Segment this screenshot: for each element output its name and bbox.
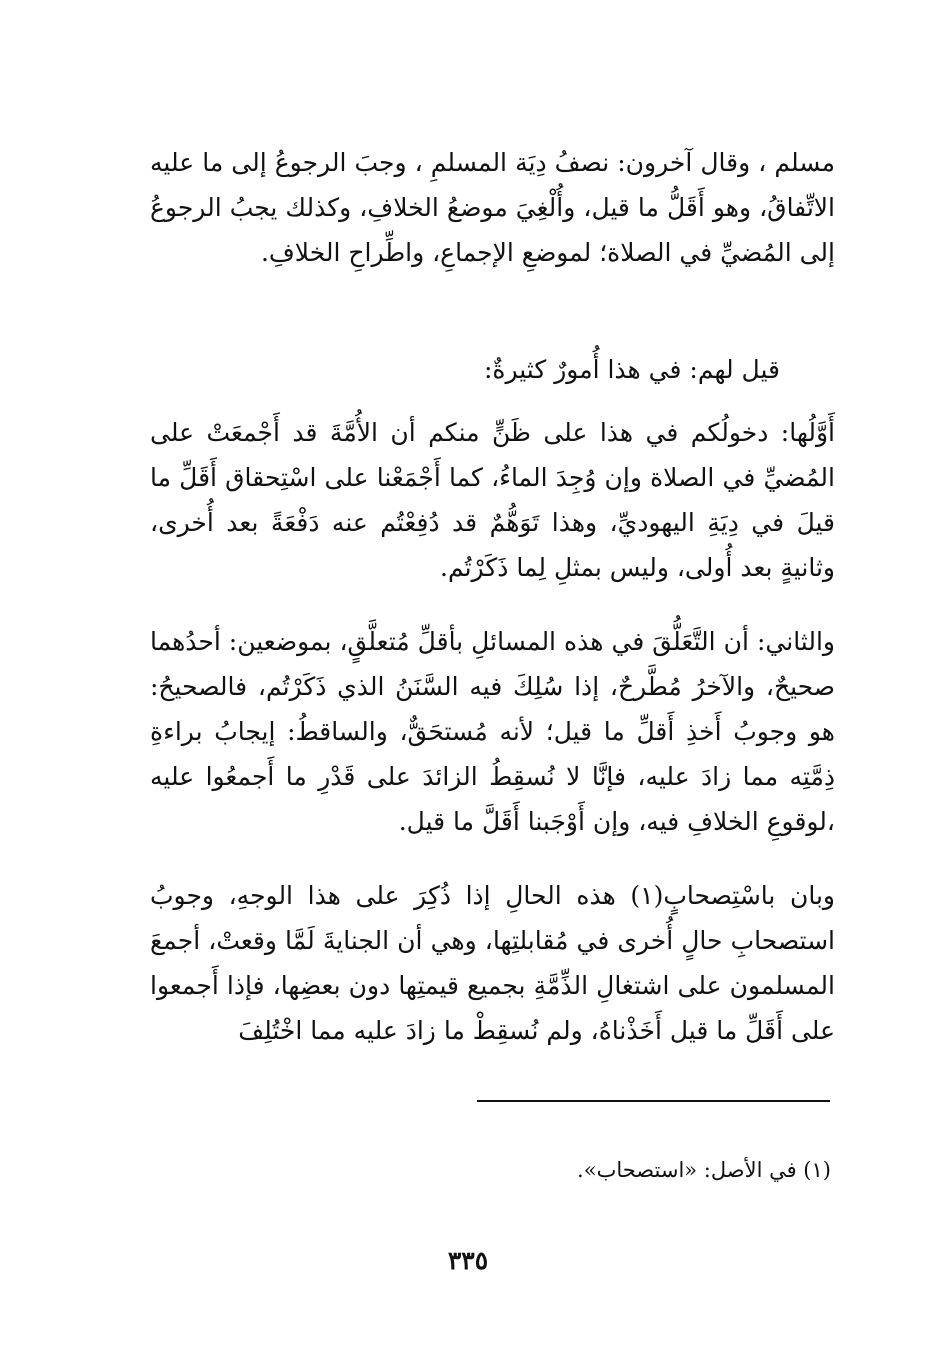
paragraph-5: وبان باسْتِصحابٍ(١) هذه الحالِ إذا ذُكِرَ على هذا الوجهِ، وجوبُ استصحابِ حالٍ أُخرى في مُقابلتِها، وهي أن الجنايةَ لَمَّا وقعتْ، أجمعَ المسلمون على اشتغالِ الذِّمَّةِ بجميع قيمتِها دون بعضِها، فإذا أَجمعوا على أَقَلِّ ما قيل أَخَذْناهُ، ولم نُسقِطْ ما زادَ عليه مما اخْتُلِفَ <box>150 881 835 1045</box>
paragraph-4: والثاني: أن التَّعَلُّقَ في هذه المسائلِ بأقلِّ مُتعلَّقٍ، بموضعين: أحدُهما صحيحٌ، والآخرُ مُطَّرحٌ، إذا سُلِكَ فيه السَّنَنُ الذي ذَكَرْتُم، فالصحيحُ: هو وجوبُ أَخذِ أَقلِّ ما قيل؛ لأنه مُستحَقٌّ، والساقطُ: إيجابُ براءةِ ذِمَّتِه مما زادَ عليه، فإنَّا لا نُسقِطُ الزائدَ على قَدْرِ ما أَجمعُوا عليه ،لوقوعِ الخلافِ فيه، وإن أَوْجَبنا أَقَلَّ ما قيل. <box>150 627 835 836</box>
footnote: (١) في الأصل: «استصحاب». <box>577 1158 831 1182</box>
footnote-divider <box>477 1100 830 1102</box>
paragraph-2: قيل لهم: في هذا أُمورٌ كثيرةٌ: <box>483 355 780 384</box>
page-number: ٣٣٥ <box>447 1246 489 1275</box>
paragraph-1: مسلم ، وقال آخرون: نصفُ دِيَة المسلمِ ، وجبَ الرجوعُ إلى ما عليه الاتِّفاقُ، وهو أَقَلُّ ما قيل، وأُلْغِيَ موضعُ الخلافِ، وكذلك يجبُ الرجوعُ إلى المُضيِّ في الصلاة؛ لموضعِ الإجماعِ، واطِّراحِ الخلافِ. <box>150 148 835 267</box>
paragraph-3: أَوَّلُها: دخولُكم في هذا على ظَنٍّ منكم أن الأُمَّةَ قد أَجْمعَتْ على المُضيِّ في الصلاة وإن وُجِدَ الماءُ، كما أَجْمَعْنا على اسْتِحقاق أَقَلِّ ما قيلَ في دِيَةِ اليهوديِّ، وهذا تَوَهُّمٌ قد دُفِعْتُم عنه دَفْعَةً بعد أُخرى، وثانيةٍ بعد أُولى، وليس بمثلِ لِما ذَكَرْتُم. <box>150 418 835 582</box>
